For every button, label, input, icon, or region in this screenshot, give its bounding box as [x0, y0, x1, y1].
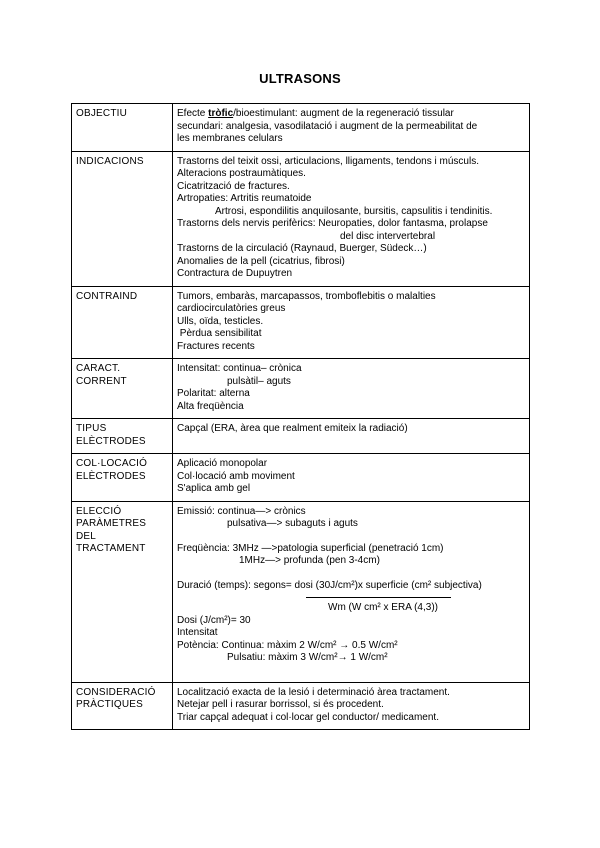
- table-row: [72, 419, 530, 454]
- table-row: [72, 104, 530, 152]
- text-line: Efecte tròfic/bioestimulant: augment de la regeneració tissular: [177, 108, 454, 119]
- text-line: cardiocirculatòries greus: [177, 303, 286, 314]
- label-line: CARACT.: [76, 363, 121, 374]
- row-content: [173, 501, 530, 682]
- label-line: ELECCIÓ: [76, 505, 122, 517]
- text-line: Intensitat: [177, 627, 218, 638]
- row-content: [173, 286, 530, 359]
- text-line: Tumors, embaràs, marcapassos, tromboflebitis o malalties: [177, 290, 436, 302]
- text-line: Contractura de Dupuytren: [177, 268, 293, 279]
- table-row: [72, 286, 530, 359]
- table-row: [72, 151, 530, 286]
- ultrasound-table: [71, 103, 530, 730]
- label-line: DEL: [76, 530, 97, 542]
- text-line: S'aplica amb gel: [177, 483, 251, 494]
- text-line: Aplicació monopolar: [177, 458, 268, 469]
- fraction-bar: [306, 597, 451, 598]
- text-line: del disc intervertebral: [340, 230, 436, 242]
- formula-numerator: Duració (temps): segons= dosi (30J/cm²)x superficie (cm² subjectiva): [177, 579, 482, 591]
- row-label: CONTRAIND: [72, 286, 173, 359]
- row-label: [72, 501, 173, 682]
- row-label: [72, 359, 173, 419]
- row-content: [173, 419, 530, 454]
- label-line: TIPUS: [76, 423, 107, 434]
- text-line: Trastorns de la circulació (Raynaud, Buerger, Südeck…): [177, 243, 427, 254]
- text-line: Polaritat: alterna: [177, 388, 250, 399]
- text-line: Col·locació amb moviment: [177, 470, 295, 482]
- text-line: Potència: Continua: màxim 2 W/cm² → 0.5 W/cm²: [177, 639, 398, 651]
- text-line: Trastorns del teixit ossi, articulacions, lligaments, tendons i músculs.: [177, 155, 479, 167]
- text-line: Alteracions postraumàtiques.: [177, 168, 306, 179]
- table-row: [72, 682, 530, 730]
- text-line: Trastorns dels nervis perifèrics: Neuropaties, dolor fantasma, prolapse: [177, 218, 488, 229]
- row-content: [173, 359, 530, 419]
- label-line: TRACTAMENT: [76, 543, 146, 554]
- row-label: INDICACIONS: [72, 151, 173, 286]
- text-line: Artropaties: Artritis reumatoide: [177, 193, 312, 204]
- row-content: [173, 682, 530, 730]
- label-line: CORRENT: [76, 375, 127, 387]
- table-row: [72, 501, 530, 682]
- text-line: pulsàtil– aguts: [227, 375, 291, 387]
- text-line: 1MHz—> profunda (pen 3-4cm): [239, 555, 380, 566]
- text-line: Dosi (J/cm²)= 30: [177, 614, 251, 626]
- text-line: pulsativa—> subaguts i aguts: [227, 518, 358, 529]
- text-line: Alta freqüència: [177, 400, 244, 412]
- text-line: Pulsatiu: màxim 3 W/cm²→ 1 W/cm²: [227, 652, 388, 663]
- text-line: Ulls, oïda, testicles.: [177, 315, 264, 327]
- formula-denominator: Wm (W cm² x ERA (4,3)): [328, 602, 438, 613]
- row-content: [173, 151, 530, 286]
- row-label: [72, 454, 173, 502]
- table-row: [72, 359, 530, 419]
- row-content: [173, 104, 530, 152]
- text-line: Netejar pell i rasurar borrissol, si és procedent.: [177, 699, 384, 710]
- text-line: Emissió: continua—> crònics: [177, 505, 306, 517]
- text-line: Triar capçal adequat i col·locar gel conductor/ medicament.: [177, 711, 439, 723]
- text-line: Pèrdua sensibilitat: [177, 328, 262, 339]
- text-line: Cicatrització de fractures.: [177, 180, 290, 192]
- text-line: Capçal (ERA, àrea que realment emiteix la radiació): [177, 423, 408, 434]
- text-line: Anomalies de la pell (cicatrius, fibrosi): [177, 255, 345, 267]
- text-line: secundari: analgesia, vasodilatació i augment de la permeabilitat de: [177, 120, 478, 132]
- label-line: ELÈCTRODES: [76, 470, 146, 482]
- label-line: CONSIDERACIÓ: [76, 686, 156, 698]
- label-line: ELÈCTRODES: [76, 435, 146, 447]
- label-line: COL·LOCACIÓ: [76, 458, 148, 469]
- text-line: Intensitat: continua– crònica: [177, 363, 302, 374]
- table-row: [72, 454, 530, 502]
- page-title: ULTRASONS: [259, 71, 341, 86]
- label-line: PRÀCTIQUES: [76, 699, 144, 710]
- text-line: Artrosi, espondilitis anquilosante, bursitis, capsulitis i tendinitis.: [215, 205, 493, 217]
- row-content: [173, 454, 530, 502]
- row-label: [72, 682, 173, 730]
- row-label: OBJECTIU: [72, 104, 173, 152]
- text-line: Localització exacta de la lesió i determinació àrea tractament.: [177, 686, 450, 698]
- text-line: les membranes celulars: [177, 133, 283, 144]
- text-line: Freqüència: 3MHz —>patologia superficial (penetració 1cm): [177, 542, 444, 554]
- emphasis-term: tròfic: [208, 108, 234, 119]
- label-line: PARÀMETRES: [76, 518, 147, 529]
- text-line: Fractures recents: [177, 340, 255, 352]
- row-label: [72, 419, 173, 454]
